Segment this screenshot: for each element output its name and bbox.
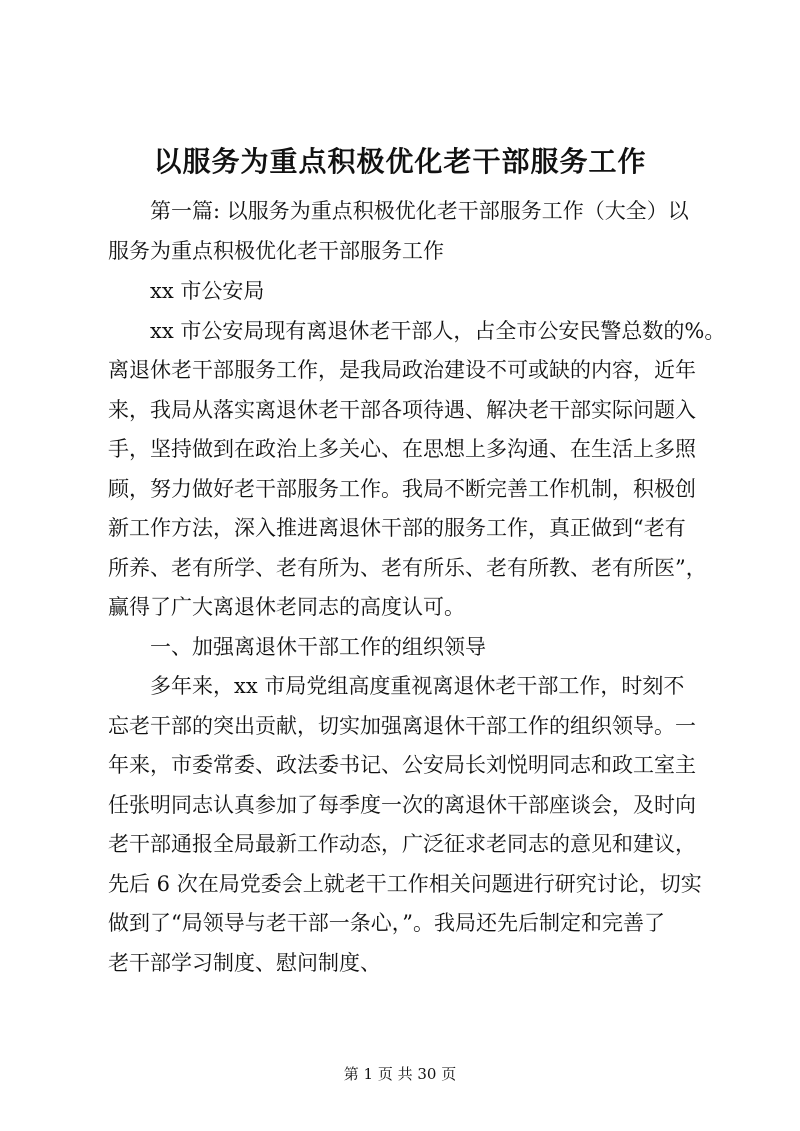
page-number-footer: 第 1 页 共 30 页 bbox=[343, 1065, 457, 1083]
document-title: 以服务为重点积极优化老干部服务工作 bbox=[153, 145, 647, 178]
body-line: 手，坚持做到在政治上多关心、在思想上多沟通、在生活上多照 bbox=[108, 437, 696, 461]
body-line: 服务为重点积极优化老干部服务工作 bbox=[108, 239, 444, 263]
body-line: 多年来，xx 市局党组高度重视离退休老干部工作，时刻不 bbox=[150, 674, 685, 698]
body-line: 新工作方法，深入推进离退休干部的服务工作，真正做到“老有 bbox=[108, 516, 686, 540]
body-line: 所养、老有所学、老有所为、老有所乐、老有所教、老有所医”， bbox=[108, 556, 707, 580]
body-line: 离退休老干部服务工作，是我局政治建设不可或缺的内容，近年 bbox=[108, 358, 696, 382]
body-line: 赢得了广大离退休老同志的高度认可。 bbox=[108, 595, 465, 619]
body-line: 先后 6 次在局党委会上就老干工作相关问题进行研究讨论，切实 bbox=[108, 872, 702, 896]
body-line: 第一篇: 以服务为重点积极优化老干部服务工作（大全）以 bbox=[150, 199, 689, 223]
body-line: 来，我局从落实离退休老干部各项待遇、解决老干部实际问题入 bbox=[108, 398, 696, 422]
body-line: xx 市公安局 bbox=[150, 279, 265, 303]
body-line: 任张明同志认真参加了每季度一次的离退休干部座谈会，及时向 bbox=[108, 793, 696, 817]
body-line: 做到了“局领导与老干部一条心，”。我局还先后制定和完善了 bbox=[108, 911, 665, 935]
body-line: 年来，市委常委、政法委书记、公安局长刘悦明同志和政工室主 bbox=[108, 753, 696, 777]
body-line: 老干部学习制度、慰问制度、 bbox=[108, 951, 381, 975]
body-line: 顾，努力做好老干部服务工作。我局不断完善工作机制，积极创 bbox=[108, 477, 696, 501]
section-heading: 一、加强离退休干部工作的组织领导 bbox=[150, 635, 486, 659]
body-line: 老干部通报全局最新工作动态，广泛征求老同志的意见和建议， bbox=[108, 832, 696, 856]
body-line: 忘老干部的突出贡献，切实加强离退休干部工作的组织领导。一 bbox=[108, 714, 696, 738]
body-line: xx 市公安局现有离退休老干部人，占全市公安民警总数的%。 bbox=[150, 319, 726, 343]
